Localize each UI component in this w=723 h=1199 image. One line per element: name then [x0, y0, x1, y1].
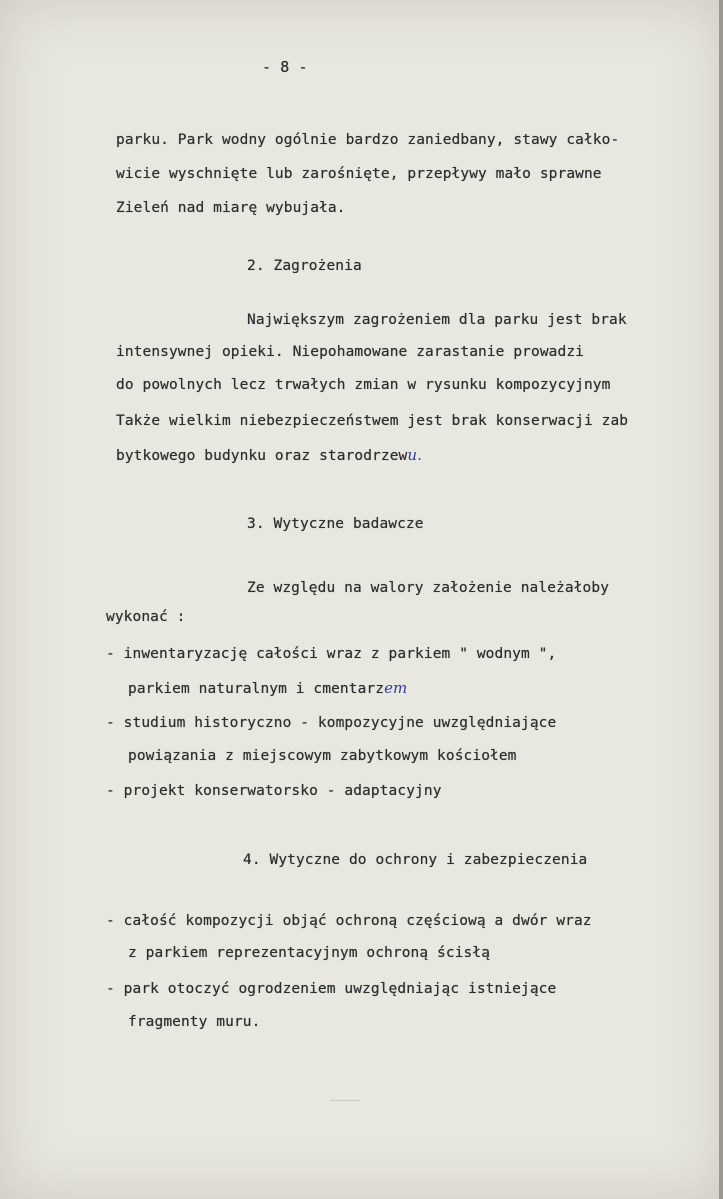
paper-mark: [330, 1100, 360, 1101]
section-heading: 4. Wytyczne do ochrony i zabezpieczenia: [243, 852, 588, 868]
list-item-continued: fragmenty muru.: [128, 1014, 261, 1030]
page-edge: [719, 0, 723, 1199]
list-item-continued: powiązania z miejscowym zabytkowym kościołem: [128, 748, 517, 764]
list-item: - inwentaryzację całości wraz z parkiem " wodnym ",: [106, 646, 557, 662]
text-line: intensywnej opieki. Niepohamowane zarastanie prowadzi: [116, 344, 584, 360]
text-line: Zieleń nad miarę wybujała.: [116, 200, 346, 216]
list-item-continued: z parkiem reprezentacyjnym ochroną ścisłą: [128, 945, 491, 961]
text-line: wicie wyschnięte lub zarośnięte, przepływy mało sprawne: [116, 166, 602, 182]
text-line: bytkowego budynku oraz starodrzewu.: [116, 446, 423, 464]
text-line: Ze względu na walory założenie należałoby: [247, 580, 610, 596]
list-item: - całość kompozycji objąć ochroną częściową a dwór wraz: [106, 913, 592, 929]
handwritten-correction: em: [384, 679, 408, 697]
section-heading: 2. Zagrożenia: [247, 258, 362, 274]
list-item: - park otoczyć ogrodzeniem uwzględniając istniejące: [106, 981, 557, 997]
text-line: wykonać :: [106, 609, 186, 625]
text-line: Także wielkim niebezpieczeństwem jest brak konserwacji zab: [116, 413, 629, 429]
list-item-continued: parkiem naturalnym i cmentarzem: [128, 679, 408, 697]
text-line: parku. Park wodny ogólnie bardzo zaniedbany, stawy całko-: [116, 132, 620, 148]
handwritten-correction: u.: [407, 446, 423, 464]
list-item: - projekt konserwatorsko - adaptacyjny: [106, 783, 442, 799]
page-number: - 8 -: [262, 58, 308, 76]
list-item: - studium historyczno - kompozycyjne uwzględniające: [106, 715, 557, 731]
text-line: Największym zagrożeniem dla parku jest brak: [247, 312, 627, 328]
section-heading: 3. Wytyczne badawcze: [247, 516, 424, 532]
text-line: do powolnych lecz trwałych zmian w rysunku kompozycyjnym: [116, 377, 611, 393]
